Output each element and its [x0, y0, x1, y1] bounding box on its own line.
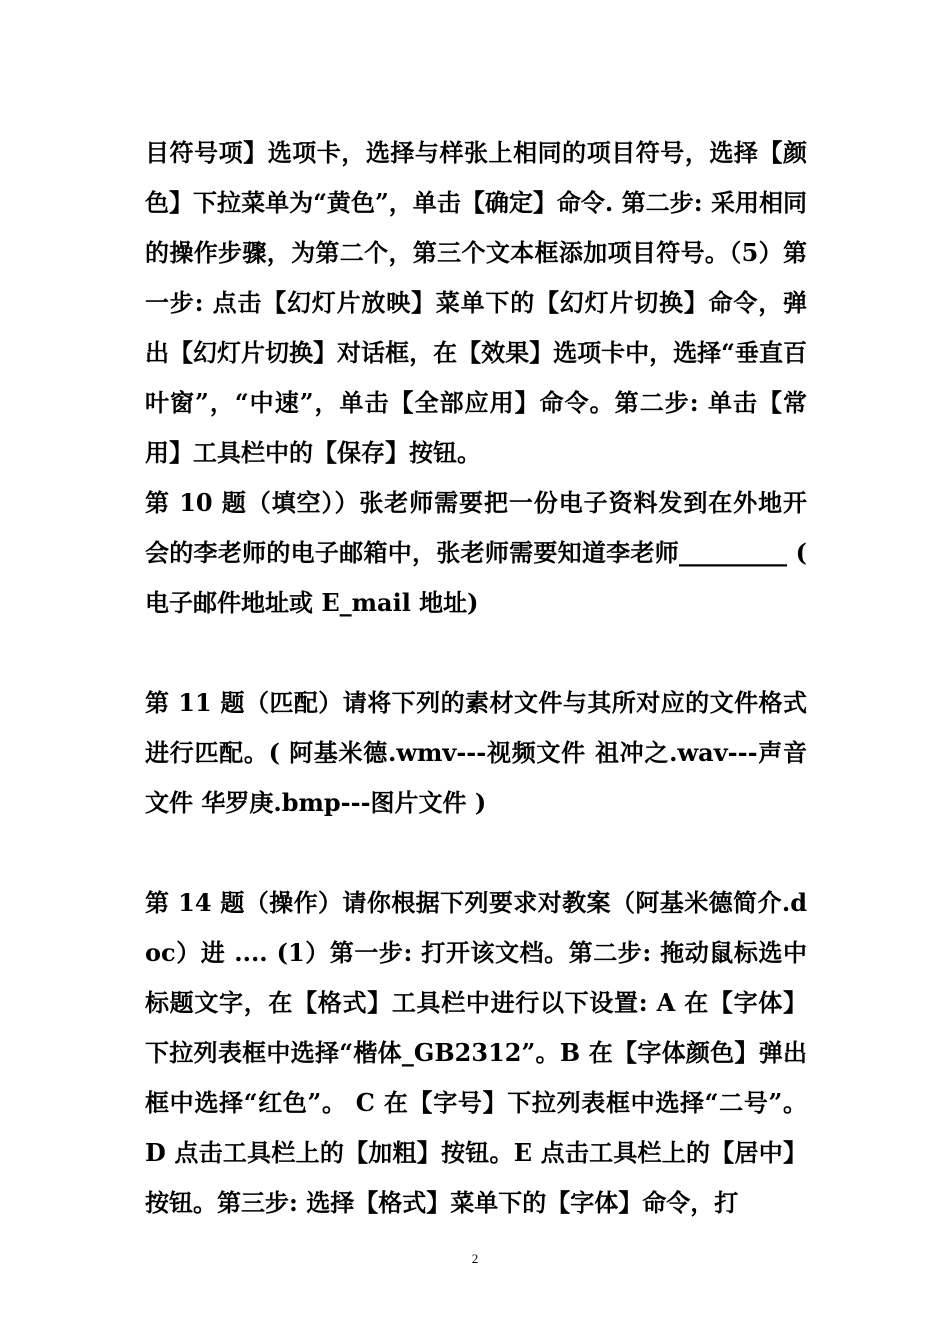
blank-line — [145, 828, 807, 878]
document-body — [145, 128, 807, 1228]
blank-line — [145, 628, 807, 678]
paragraph-question-14: 第 14 题（操作）请你根据下列要求对教案（阿基米德简介.doc）进 .... (1）第一步: 打开该文档。第二步: 拖动鼠标选中标题文字，在【格式】工具栏中进行以下设置: A 在【字体】下拉列表框中选择“楷体_GB2312”。B 在【字体颜色】弹出框中选择“红色”。 C 在【字号】下拉列表框中选择“二号”。D 点击工具栏上的【加粗】按钮。E 点击工具栏上的【居中】按钮。第三步: 选择【格式】菜单下的【字体】命令，打 — [145, 888, 807, 1217]
page-number: 2 — [471, 1251, 479, 1266]
paragraph-question-10: 第 10 题（填空））张老师需要把一份电子资料发到在外地开会的李老师的电子邮箱中，张老师需要知道李老师_________ ( 电子邮件地址或 E_mail 地址) — [145, 488, 807, 617]
paragraph-continuation: 目符号项】选项卡，选择与样张上相同的项目符号，选择【颜色】下拉菜单为“黄色”，单击【确定】命令. 第二步: 采用相同的操作步骤，为第二个，第三个文本框添加项目符号。（5）第一步: 点击【幻灯片放映】菜单下的【幻灯片切换】命令，弹出【幻灯片切换】对话框，在【效果】选项卡中，选择“垂直百叶窗”，“中速”，单击【全部应用】命令。第二步: 单击【常用】工具栏中的【保存】按钮。 — [145, 138, 807, 467]
paragraph-question-11: 第 11 题（匹配）请将下列的素材文件与其所对应的文件格式进行匹配。( 阿基米德.wmv---视频文件 祖冲之.wav---声音文件 华罗庚.bmp---图片文件 ) — [145, 688, 807, 817]
